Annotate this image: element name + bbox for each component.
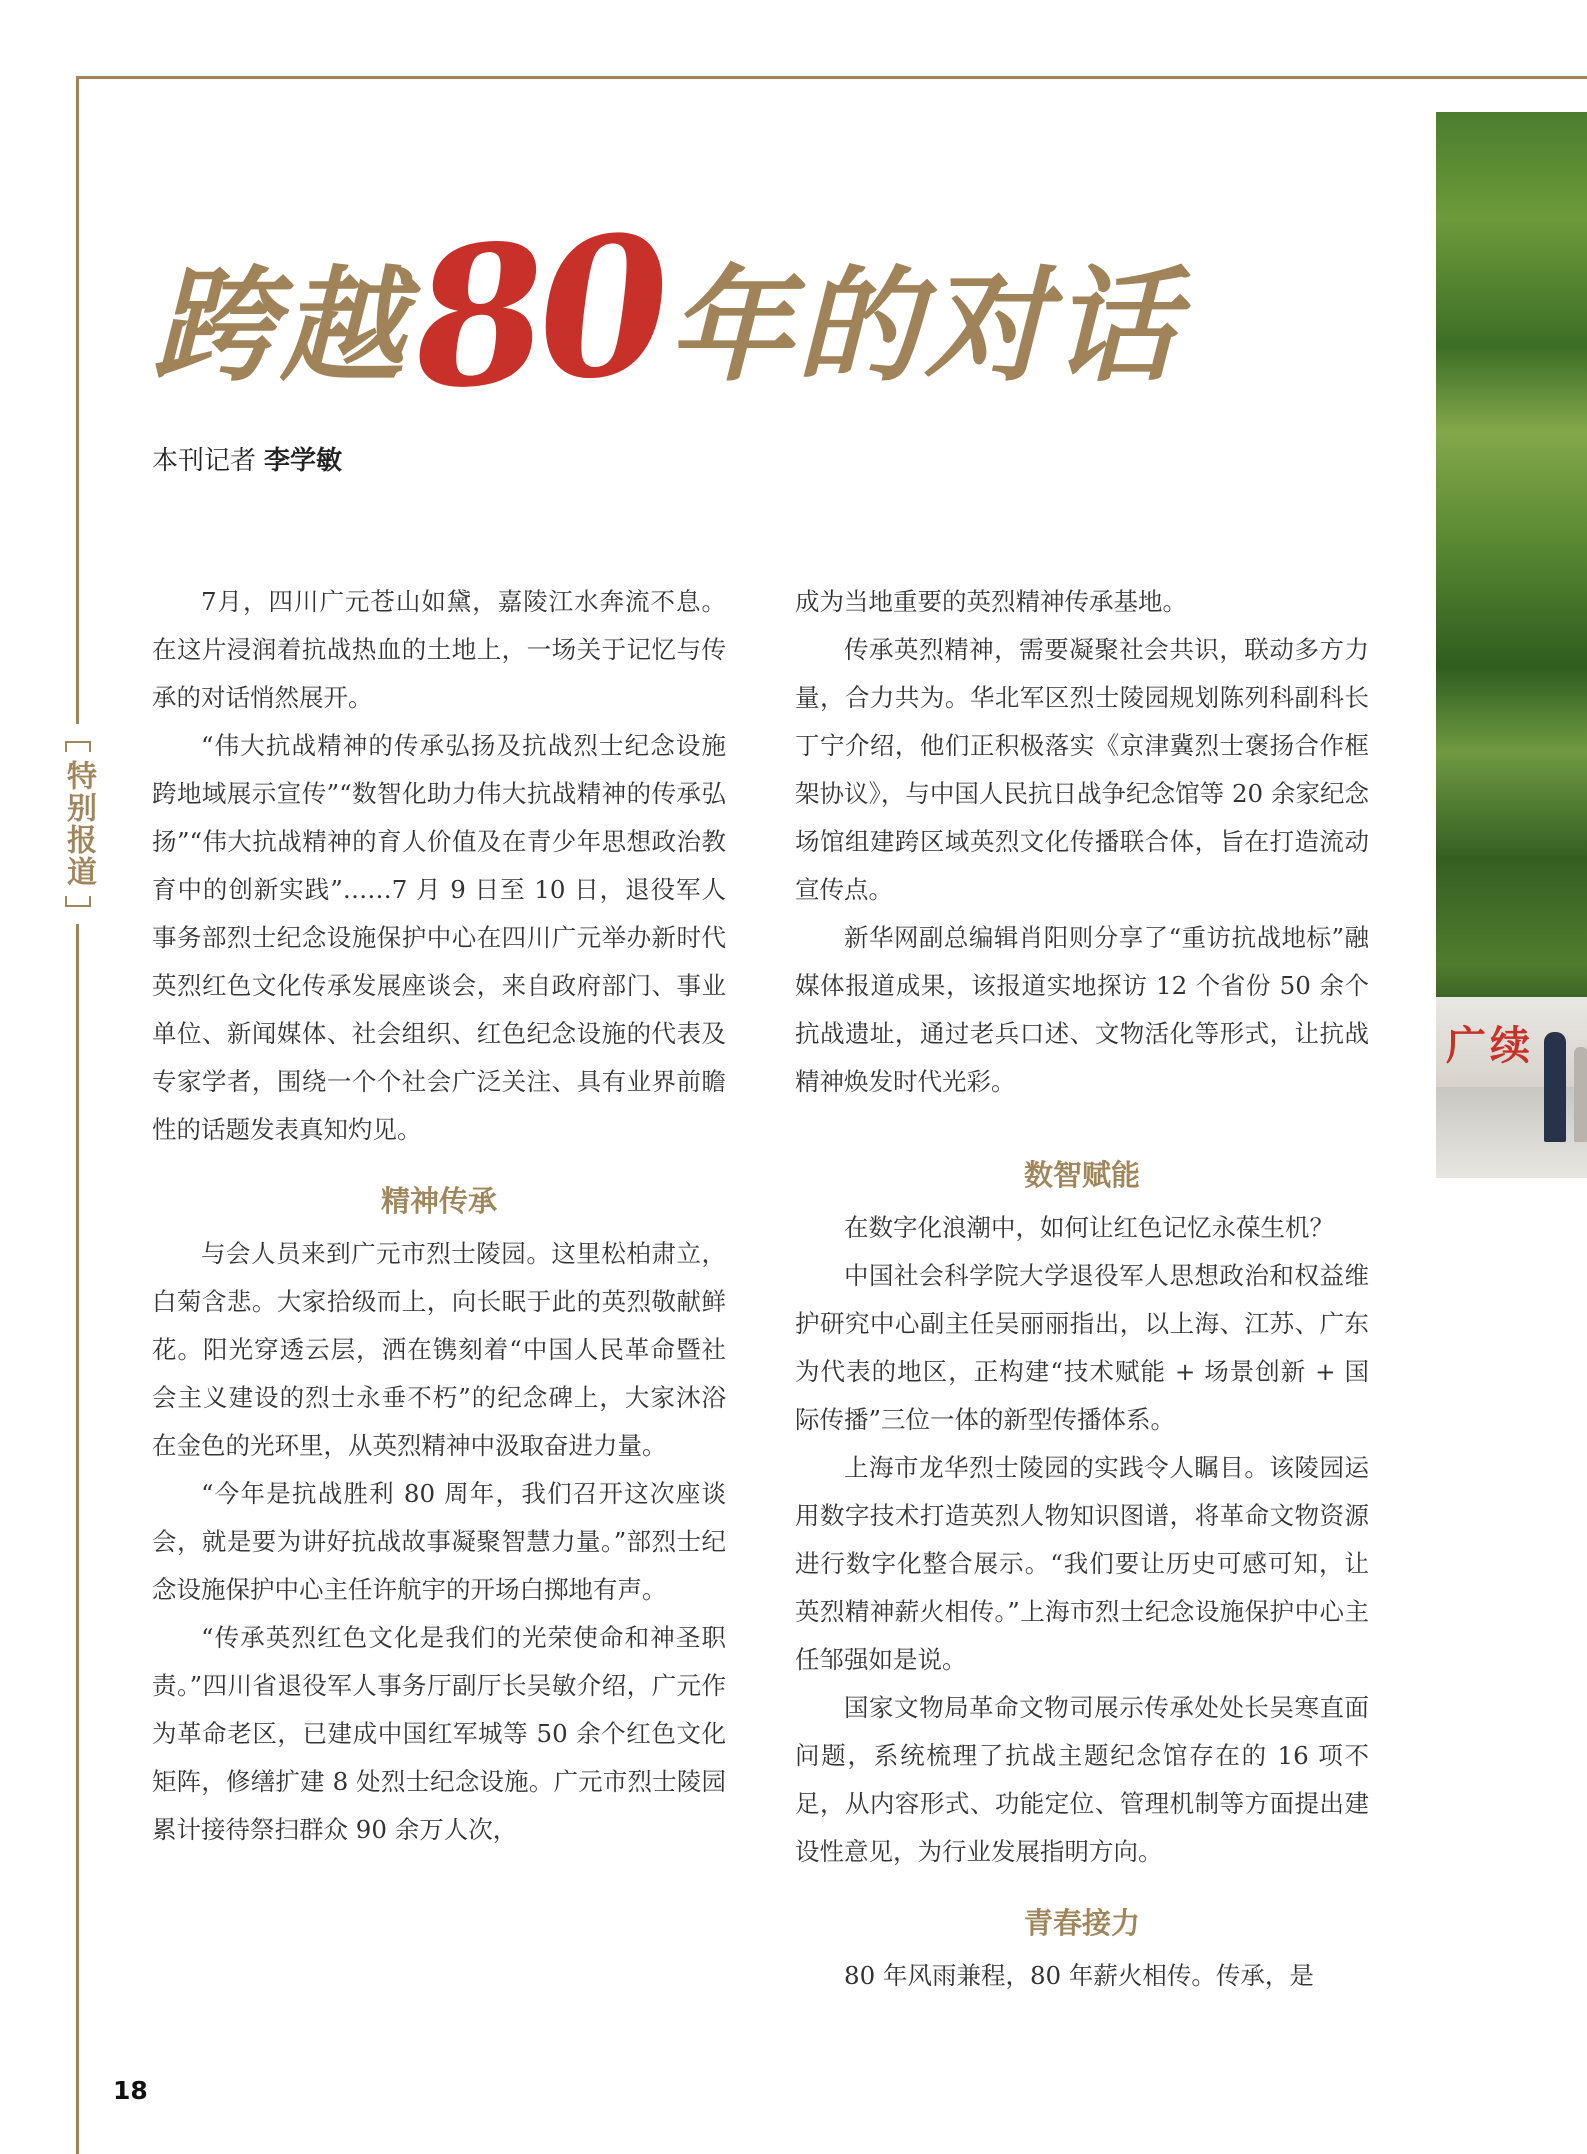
section-heading: 数智赋能 (1023, 1158, 1140, 1192)
section-heading: 青春接力 (1023, 1906, 1140, 1940)
page-frame-top-rule (76, 76, 1587, 79)
page-frame-left-rule (76, 76, 79, 2154)
tab-bracket-top (65, 741, 91, 752)
title-part-2: 年的对话 (668, 254, 1181, 399)
cemetery-photo (1436, 112, 1587, 1178)
photo-person (1574, 1047, 1587, 1142)
title-part-1: 跨越 (152, 254, 409, 399)
paragraph: 80 年风雨兼程，80 年薪火相传。传承，是 (844, 1961, 1314, 1990)
byline-prefix: 本刊记者 (152, 446, 257, 476)
paragraph: 在数字化浪潮中，如何让红色记忆永葆生机？ (844, 1213, 1334, 1242)
paragraph: 国家文物局革命文物司展示传承处处长吴寒直面问题，系统梳理了抗战主题纪念馆存在的 16 项不足，从内容形式、功能定位、管理机制等方面提出建设性意见，为行业发展指明方向。 (795, 1693, 1369, 1866)
paragraph: 中国社会科学院大学退役军人思想政治和权益维护研究中心副主任吴丽丽指出，以上海、江苏、广东为代表的地区，正构建“技术赋能 + 场景创新 + 国际传播”三位一体的新型传播体系。 (795, 1261, 1369, 1434)
paragraph: 7月，四川广元苍山如黛，嘉陵江水奔流不息。在这片浸润着抗战热血的土地上，一场关于记忆与传承的对话悄然展开。 (152, 587, 726, 712)
paragraph: “伟大抗战精神的传承弘扬及抗战烈士纪念设施跨地域展示宣传”“数智化助力伟大抗战精神的传承弘扬”“伟大抗战精神的育人价值及在青少年思想政治教育中的创新实践”……7 月 9 日至 10 日，退役军人事务部烈士纪念设施保护中心在四川广元举办新时代英烈红色文化传承发展座谈会，来自政府部门、事业单位、新闻媒体、社会组织、红色纪念设施的代表及专家学者，围绕一个个社会广泛关注、具有业界前瞻性的话题发表真知灼见。 (152, 731, 726, 1144)
paragraph: 与会人员来到广元市烈士陵园。这里松柏肃立，白菊含悲。大家拾级而上，向长眠于此的英烈敬献鲜花。阳光穿透云层，洒在镌刻着“中国人民革命暨社会主义建设的烈士永垂不朽”的纪念碑上，大家沐浴在金色的光环里，从英烈精神中汲取奋进力量。 (152, 1239, 726, 1460)
photo-person (1544, 1032, 1566, 1142)
paragraph: 上海市龙华烈士陵园的实践令人瞩目。该陵园运用数字技术打造英烈人物知识图谱，将革命文物资源进行数字化整合展示。“我们要让历史可感可知，让英烈精神薪火相传。”上海市烈士纪念设施保护中心主任邹强如是说。 (795, 1453, 1369, 1674)
byline-author: 李学敏 (264, 446, 343, 476)
paragraph: 新华网副总编辑肖阳则分享了“重访抗战地标”融媒体报道成果，该报道实地探访 12 个省份 50 余个抗战遗址，通过老兵口述、文物活化等形式，让抗战精神焕发时代光彩。 (795, 923, 1369, 1096)
article-column-left (152, 578, 726, 1854)
article-column-right (795, 578, 1369, 2000)
paragraph: “今年是抗战胜利 80 周年，我们召开这次座谈会，就是要为讲好抗战故事凝聚智慧力量。”部烈士纪念设施保护中心主任许航宇的开场白掷地有声。 (152, 1479, 726, 1604)
title-number: 80 (406, 192, 670, 433)
paragraph: 成为当地重要的英烈精神传承基地。 (795, 587, 1187, 616)
section-heading: 精神传承 (380, 1184, 497, 1218)
paragraph: “传承英烈红色文化是我们的光荣使命和神圣职责。”四川省退役军人事务厅副厅长吴敏介绍，广元作为革命老区，已建成中国红军城等 50 余个红色文化矩阵，修缮扩建 8 处烈士纪念设施。广元市烈士陵园累计接待祭扫群众 90 余万人次， (152, 1623, 726, 1844)
section-label: 特别报道 (61, 760, 96, 888)
paragraph: 传承英烈精神，需要凝聚社会共识，联动多方力量，合力共为。华北军区烈士陵园规划陈列科副科长丁宁介绍，他们正积极落实《京津冀烈士褒扬合作框架协议》，与中国人民抗日战争纪念馆等 20 余家纪念场馆组建跨区域英烈文化传播联合体，旨在打造流动宣传点。 (795, 635, 1369, 904)
byline (152, 440, 342, 477)
page-number: 18 (113, 2076, 148, 2105)
article-title (152, 192, 1181, 433)
section-tab (58, 724, 98, 924)
tab-bracket-bottom (65, 896, 91, 907)
photo-sign-text: 广续 (1446, 1021, 1534, 1069)
